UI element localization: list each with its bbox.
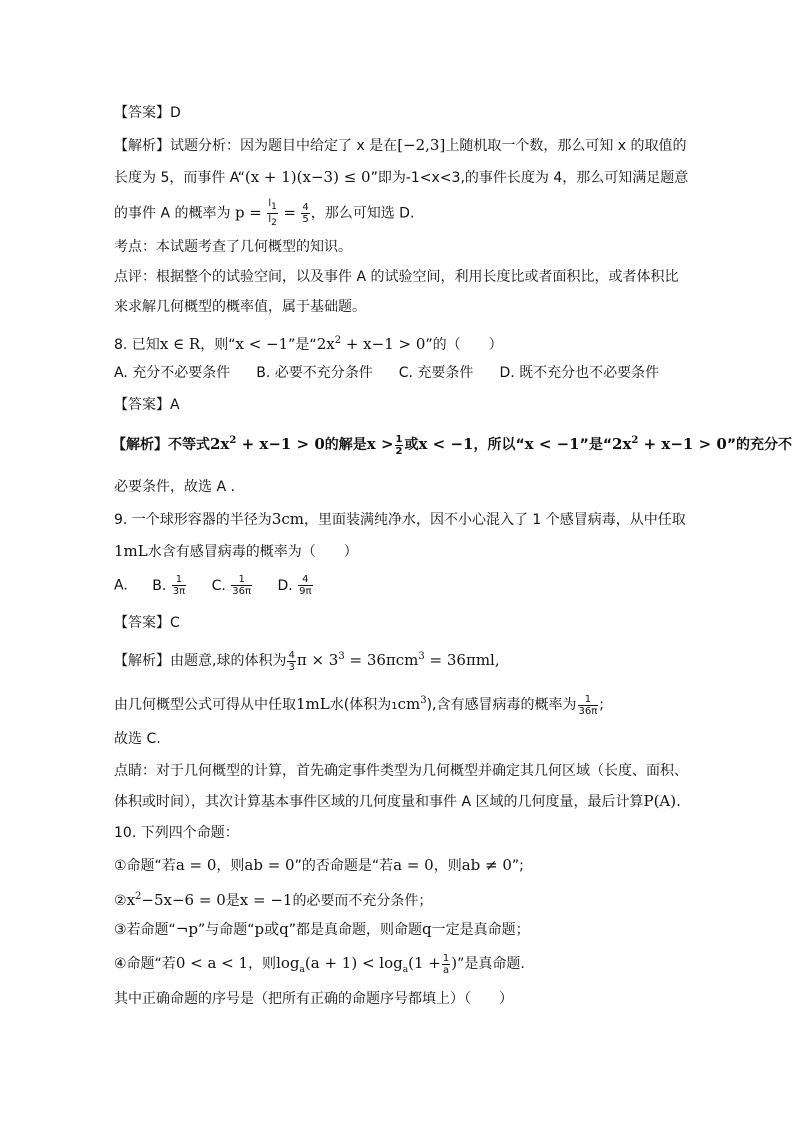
q7-analysis-line1: 【解析】试题分析：因为题目中给定了 x 是在[−2,3]上随机取一个数，那么可知 x 的取值的 <box>114 136 687 154</box>
fraction-4-5: $\frac{4}{5}$ <box>302 202 309 225</box>
q9-analysis-line2: 由几何概型公式可得从中任取1mL水(体积为$1cm^3$),含有感冒病毒的概率为 $\frac{1}{36\pi}$ ; <box>114 693 604 717</box>
q8-analysis-line2: 必要条件，故选 A . <box>114 479 235 495</box>
q10-proposition-1: ①命题“若a = 0，则ab = 0”的否命题是“若a = 0，则ab ≠ 0”; <box>114 856 524 874</box>
q8-option-b: B. 必要不充分条件 <box>256 365 373 381</box>
q7-analysis-line3: 的事件 A 的概率为 p = $\frac{l_1}{l_2}$ = $\frac{4}{5}$ ，那么可知选 D. <box>114 198 415 228</box>
q9-analysis-line1: 【解析】由题意,球的体积为 $\frac{4}{3}$ $\pi \times 3^3 = 36\pi cm^3 = 36\pi ml$, <box>114 649 500 673</box>
q8-answer: 【答案】A <box>114 397 180 413</box>
q10-proposition-4: ④命题“若0 < a < 1，则$\log_a(a + 1) < \log_a(1$ + $\frac{1}{a}$ )”是真命题. <box>114 952 525 976</box>
q9-options <box>114 574 314 597</box>
q9-answer: 【答案】C <box>114 615 180 631</box>
q9-stem-line1: 9. 一个球形容器的半径为3cm，里面装满纯净水，因不小心混入了 1 个感冒病毒，从中任取 <box>114 510 686 528</box>
q9-option-a: A. <box>114 577 128 594</box>
fraction-1-2: $\frac{1}{2}$ <box>395 433 403 457</box>
fraction-4-3: $\frac{4}{3}$ <box>288 649 295 673</box>
q9-option-b: B. $\frac{1}{3\pi}$ <box>152 574 186 597</box>
q7-dianping-1: 点评：根据整个的试验空间，以及事件 A 的试验空间，利用长度比或者面积比，或者体积比 <box>114 269 679 285</box>
q7-kaodian: 考点：本试题考查了几何概型的知识。 <box>114 239 352 255</box>
q9-dianjing-2: 体积或时间），其次计算基本事件区域的几何度量和事件 A 区域的几何度量，最后计算P(A). <box>114 792 681 810</box>
q9-conclusion: 故选 C. <box>114 731 161 747</box>
q8-options <box>114 362 685 384</box>
fraction-1-a: $\frac{1}{a}$ <box>442 952 450 976</box>
q8-option-d: D. 既不充分也不必要条件 <box>499 365 660 381</box>
q8-option-a: A. 充分不必要条件 <box>114 365 231 381</box>
q7-analysis-line2: 长度为 5，而事件 A“(x + 1)(x−3) ≤ 0”即为-1<x<3,的事件长度为 4，那么可知满足题意 <box>114 168 689 186</box>
fraction-1-36pi: $\frac{1}{36\pi}$ <box>578 693 598 717</box>
q8-option-c: C. 充要条件 <box>398 365 474 381</box>
q9-option-c: C. $\frac{1}{36\pi}$ <box>211 574 252 597</box>
q7-dianping-2: 来求解几何概型的概率值，属于基础题。 <box>114 299 366 315</box>
q9-dianjing-1: 点睛：对于几何概型的计算，首先确定事件类型为几何概型并确定其几何区域（长度、面积、 <box>114 763 688 779</box>
q10-final-question: 其中正确命题的序号是（把所有正确的命题序号都填上）（ ） <box>114 991 513 1007</box>
q7-answer: 【答案】D <box>114 105 181 121</box>
q10-stem: 10. 下列四个命题： <box>114 825 239 841</box>
q8-stem: 8. 已知x ∈ R，则“x < −1”是“$2x^2 + x-1 > 0$”的（ ） <box>114 335 503 353</box>
q9-option-d: D. $\frac{4}{9\pi}$ <box>277 574 312 597</box>
q10-proposition-2: $②x^2-5x-6 = 0$是x = −1的必要而不充分条件； <box>114 891 433 909</box>
q9-stem-line2: 1mL水含有感冒病毒的概率为（ ） <box>114 542 358 560</box>
q10-proposition-3: ③若命题“¬p”与命题“p或q”都是真命题，则命题q一定是真命题； <box>114 920 530 938</box>
fraction-l1-l2: $\frac{l_1}{l_2}$ <box>268 198 277 228</box>
q8-analysis-line1: 【解析】不等式$2x^2 + x-1 > 0$的解是x > $\frac{1}{2}$ 或x < −1，所以“x < −1”是“$2x^2 + x-1 > 0$”的充分不 <box>112 433 793 457</box>
